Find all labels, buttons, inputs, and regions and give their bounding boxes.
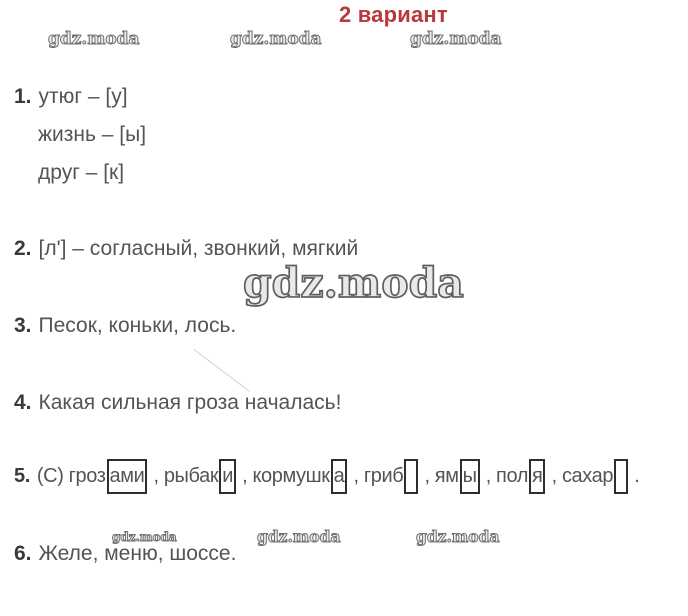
answer-5 <box>14 457 639 495</box>
ending-box-ami: ами <box>107 459 148 494</box>
watermark-large: gdz.moda <box>243 259 464 307</box>
ending-box-ya: я <box>529 459 545 494</box>
watermark-bottom-2: gdz.moda <box>257 527 341 546</box>
answer-1-text-2: жизнь – [ы] <box>38 123 147 146</box>
answer-6-number: 6. <box>14 542 32 565</box>
ending-box-i: и <box>219 459 236 494</box>
answer-4-number: 4. <box>14 391 32 414</box>
answer-3 <box>14 313 236 338</box>
answer-5-seg-8: , ям <box>419 464 459 487</box>
answer-6-text: Желе, меню, шоссе. <box>38 542 237 565</box>
ending-box-empty-1 <box>404 459 418 494</box>
answer-1-line-1 <box>14 84 128 109</box>
answer-5-seg-0: (С) гроз <box>36 464 106 487</box>
answer-2-number: 2. <box>14 237 32 260</box>
ending-box-empty-2 <box>614 459 628 494</box>
watermark-top-2: gdz.moda <box>230 29 322 49</box>
answer-5-seg-14: . <box>629 464 640 487</box>
watermark-bottom-1: gdz.moda <box>112 530 177 544</box>
answer-4 <box>14 390 341 415</box>
answer-3-text: Песок, коньки, лось. <box>38 314 237 337</box>
ending-box-a: а <box>331 459 348 494</box>
answer-5-seg-2: , рыбак <box>148 464 219 487</box>
answer-1-line-3 <box>38 160 124 185</box>
watermark-bottom-3: gdz.moda <box>416 527 500 546</box>
answer-2 <box>14 236 358 261</box>
scan-scratch-mark <box>193 349 250 392</box>
answer-2-text: [л'] – согласный, звонкий, мягкий <box>38 237 359 260</box>
ending-box-y: ы <box>460 459 480 494</box>
answer-5-seg-6: , гриб <box>348 464 404 487</box>
answer-4-text: Какая сильная гроза началась! <box>38 391 342 414</box>
answer-5-seg-4: , кормушк <box>236 464 330 487</box>
answer-1-text-1: утюг – [у] <box>38 85 128 108</box>
answer-5-number: 5. <box>14 464 30 487</box>
answer-1-number: 1. <box>14 85 32 108</box>
answer-6 <box>14 541 236 566</box>
answer-1-line-2 <box>38 122 146 147</box>
answer-1-text-3: друг – [к] <box>38 161 125 184</box>
answer-5-seg-10: , пол <box>480 464 529 487</box>
watermark-top-3: gdz.moda <box>410 29 502 49</box>
answer-5-seg-12: , сахар <box>546 464 614 487</box>
page-title: 2 вариант <box>339 2 448 27</box>
watermark-top-1: gdz.moda <box>48 29 140 49</box>
answer-3-number: 3. <box>14 314 32 337</box>
